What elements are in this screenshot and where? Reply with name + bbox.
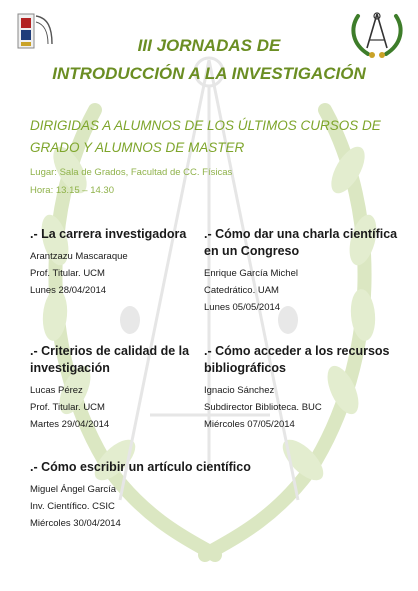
talk-title-line2: en un Congreso <box>204 244 300 258</box>
talk-role: Catedrático. UAM <box>204 285 279 296</box>
talk-speaker: Lucas Pérez <box>30 385 83 396</box>
venue-text: Lugar: Sala de Grados, Facultad de CC. Físicas <box>30 167 233 178</box>
audience-line2: GRADO Y ALUMNOS DE MASTER <box>30 140 245 155</box>
talk-bibliographic-resources <box>204 343 390 433</box>
talk-speaker: Arantzazu Mascaraque <box>30 251 128 262</box>
talk-title-line2: bibliográficos <box>204 361 286 375</box>
talk-title <box>204 343 390 377</box>
talk-conference <box>204 226 397 316</box>
talk-speaker: Enrique García Michel <box>204 268 298 279</box>
talk-title <box>204 226 397 260</box>
talk-title-line1: .- Cómo dar una charla científica <box>204 227 398 241</box>
talk-date: Lunes 05/05/2014 <box>204 302 281 313</box>
talk-role: Subdirector Biblioteca. BUC <box>204 402 322 413</box>
time-text: Hora: 13.15 – 14.30 <box>30 185 114 196</box>
talk-date: Miércoles 30/04/2014 <box>30 518 121 529</box>
talk-quality-criteria <box>30 343 189 433</box>
talk-speaker: Miguel Ángel García <box>30 484 117 495</box>
talk-career <box>30 226 186 299</box>
talk-date: Miércoles 07/05/2014 <box>204 419 295 430</box>
talk-title: .- Cómo escribir un artículo científico <box>30 460 251 474</box>
talk-speaker: Ignacio Sánchez <box>204 385 275 396</box>
talk-date: Martes 29/04/2014 <box>30 419 110 430</box>
talk-scientific-writing <box>30 459 251 532</box>
talk-role: Prof. Titular. UCM <box>30 268 105 279</box>
talk-title <box>30 343 189 377</box>
talk-role: Inv. Científico. CSIC <box>30 501 115 512</box>
talk-title-line2: investigación <box>30 361 110 375</box>
talk-title-line1: .- Criterios de calidad de la <box>30 344 190 358</box>
talk-title: .- La carrera investigadora <box>30 227 187 241</box>
poster-title-line2: INTRODUCCIÓN A LA INVESTIGACIÓN <box>52 64 366 83</box>
talk-title-line1: .- Cómo acceder a los recursos <box>204 344 390 358</box>
talk-role: Prof. Titular. UCM <box>30 402 105 413</box>
poster-title-line1: III JORNADAS DE <box>137 36 281 55</box>
talk-date: Lunes 28/04/2014 <box>30 285 107 296</box>
audience-line1: DIRIGIDAS A ALUMNOS DE LOS ÚLTIMOS CURSOS DE <box>30 118 381 133</box>
